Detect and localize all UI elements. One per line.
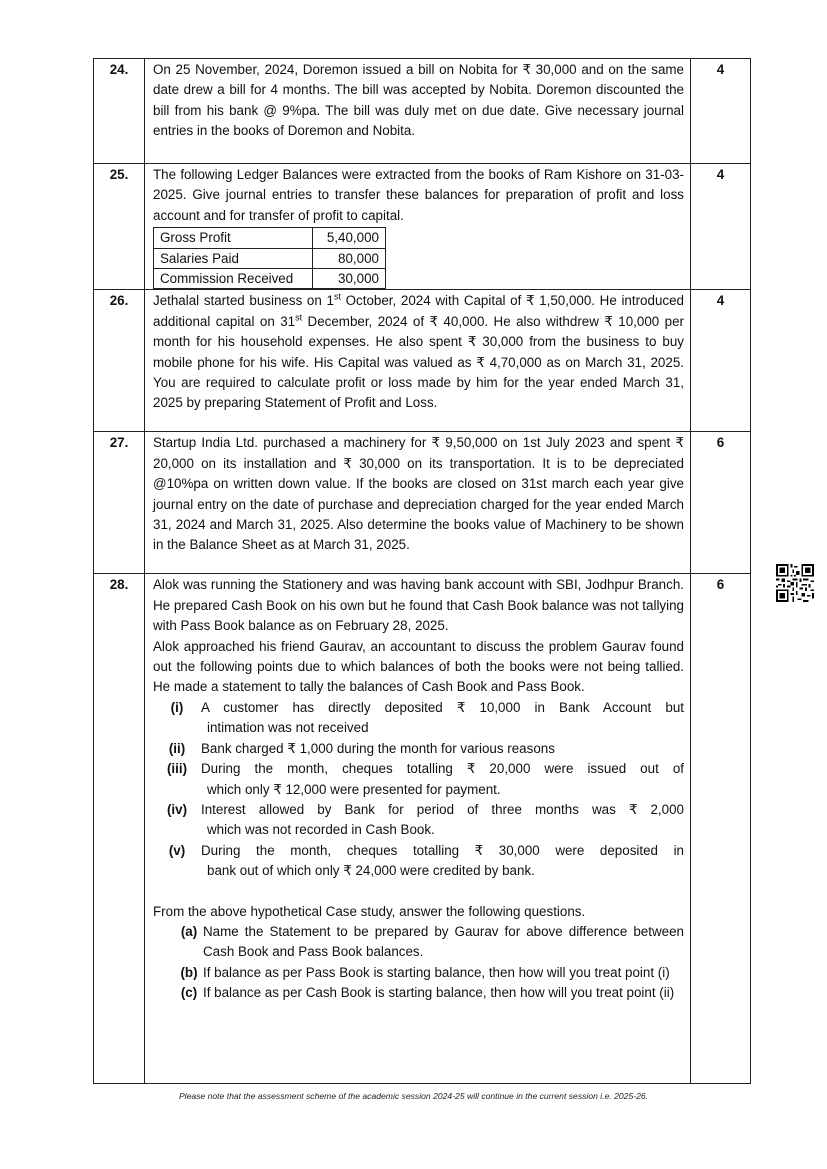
- case-paragraph: Alok approached his friend Gaurav, an accountant to discuss the problem Gaurav found out the following points due to which balances of both the books were not being tallied. He made a statement to tally the balances of Cash Book and Pass Book.: [153, 638, 684, 695]
- qr-code-icon: [776, 564, 814, 602]
- ledger-amount: 30,000: [313, 269, 386, 289]
- point-text: which only ₹ 12,000 were presented for payment.: [207, 781, 501, 797]
- question-text: Startup India Ltd. purchased a machinery for ₹ 9,50,000 on 1st July 2023 and spent ₹ 20,000 on its installation and ₹ 30,000 on its transportation. It is to be depreciated @10%pa on written down value. If the books are closed on 31st march each year give journal entry on the date of purchase and depreciation charged for the year ended March 31, 2024 and March 31, 2025. Also determine the books value of Machinery to be shown in the Balance Sheet as at March 31, 2025.: [145, 432, 691, 574]
- footer-note: Please note that the assessment scheme of the academic session 2024-25 will continue in the current session i.e. 2025-26.: [178, 1091, 649, 1101]
- ledger-label: Commission Received: [154, 269, 313, 289]
- point-text: Bank charged ₹ 1,000 during the month for various reasons: [201, 740, 555, 756]
- question-cell: [145, 164, 691, 290]
- question-row: [94, 574, 751, 1084]
- question-text: On 25 November, 2024, Doremon issued a bill on Nobita for ₹ 30,000 and on the same date drew a bill for 4 months. The bill was accepted by Nobita. Doremon discounted the bill from his bank @ 9%pa. The bill was duly met on due date. Give necessary journal entries in the books of Doremon and Nobita.: [145, 59, 691, 164]
- point-text: During the month, cheques totalling ₹ 20,000 were issued out of: [201, 761, 684, 777]
- ordinal-suffix: st: [333, 291, 341, 302]
- text-part: December, 2024 of ₹ 40,000. He also withdrew ₹ 10,000 per month for his household expenses. He also spent ₹ 30,000 from the business to buy mobile phone for his wife. His Capital was valued as ₹ 4,70,000 as on March 31, 2025. You are required to calculate profit or loss made by him for the year ended March 31, 2025 by preparing Statement of Profit and Loss.: [153, 313, 684, 411]
- question-number: 24.: [94, 59, 145, 164]
- case-question-item: [175, 963, 684, 983]
- ordinal-suffix: st: [295, 312, 303, 323]
- points-list: [153, 698, 684, 882]
- question-text: The following Ledger Balances were extracted from the books of Ram Kishore on 31-03-2025. Give journal entries to transfer these balances for preparation of profit and loss account and for transfer of profit to capital.: [153, 167, 684, 223]
- question-marks: 4: [691, 290, 751, 432]
- question-number: 28.: [94, 574, 145, 1084]
- question-number: 26.: [94, 290, 145, 432]
- point-item: [153, 841, 684, 882]
- question-number: 27.: [94, 432, 145, 574]
- case-question-letter: (a): [180, 923, 198, 939]
- ledger-balances-table: [153, 227, 386, 289]
- point-item: [153, 759, 684, 800]
- ledger-amount: 5,40,000: [313, 228, 386, 248]
- ledger-row: [154, 248, 386, 268]
- question-number: 25.: [94, 164, 145, 290]
- case-intro: From the above hypothetical Case study, answer the following questions.: [153, 903, 586, 919]
- point-text: Interest allowed by Bank for period of three months was ₹ 2,000: [201, 801, 684, 817]
- point-text: intimation was not received: [207, 720, 369, 736]
- ledger-label: Gross Profit: [154, 228, 313, 248]
- question-text: [145, 290, 691, 432]
- point-text: bank out of which only ₹ 24,000 were credited by bank.: [207, 863, 535, 879]
- questions-table: [93, 58, 751, 1084]
- case-questions-list: [153, 922, 684, 1004]
- point-item: [153, 800, 684, 841]
- question-marks: 6: [691, 432, 751, 574]
- case-question-text: If balance as per Cash Book is starting balance, then how will you treat point (ii): [203, 985, 675, 1001]
- ledger-row: [154, 228, 386, 248]
- point-text: A customer has directly deposited ₹ 10,000 in Bank Account but: [201, 699, 684, 715]
- question-cell: [145, 574, 691, 1084]
- case-question-letter: (c): [180, 985, 198, 1001]
- point-number: (iv): [166, 801, 188, 817]
- point-item: [153, 739, 684, 759]
- point-number: (iii): [166, 761, 188, 777]
- ledger-row: [154, 269, 386, 289]
- case-question-text: Name the Statement to be prepared by Gaurav for above difference between Cash Book and Pass Book balances.: [203, 923, 684, 960]
- question-row: [94, 290, 751, 432]
- point-number: (ii): [168, 740, 186, 756]
- question-marks: 6: [691, 574, 751, 1084]
- point-text: During the month, cheques totalling ₹ 30,000 were deposited in: [201, 842, 684, 858]
- point-number: (i): [170, 699, 184, 715]
- case-paragraph: Alok was running the Stationery and was having bank account with SBI, Jodhpur Branch. He prepared Cash Book on his own but he found that Cash Book balance was not tallying with Pass Book balance as on February 28, 2025.: [153, 577, 684, 634]
- question-row: [94, 164, 751, 290]
- case-question-text: If balance as per Pass Book is starting balance, then how will you treat point (i): [203, 964, 670, 980]
- question-row: [94, 59, 751, 164]
- case-question-item: [175, 983, 684, 1003]
- question-row: [94, 432, 751, 574]
- text-part: Jethalal started business on 1: [153, 293, 334, 309]
- ledger-amount: 80,000: [313, 248, 386, 268]
- point-item: [153, 698, 684, 739]
- question-marks: 4: [691, 59, 751, 164]
- point-text: which was not recorded in Cash Book.: [207, 822, 435, 838]
- point-number: (v): [168, 842, 186, 858]
- ledger-label: Salaries Paid: [154, 248, 313, 268]
- question-marks: 4: [691, 164, 751, 290]
- case-question-item: [175, 922, 684, 963]
- text-part: October, 2024 with Capital of ₹ 1,50,000. He introduced additional capital on 31: [153, 293, 684, 329]
- case-question-letter: (b): [180, 964, 198, 980]
